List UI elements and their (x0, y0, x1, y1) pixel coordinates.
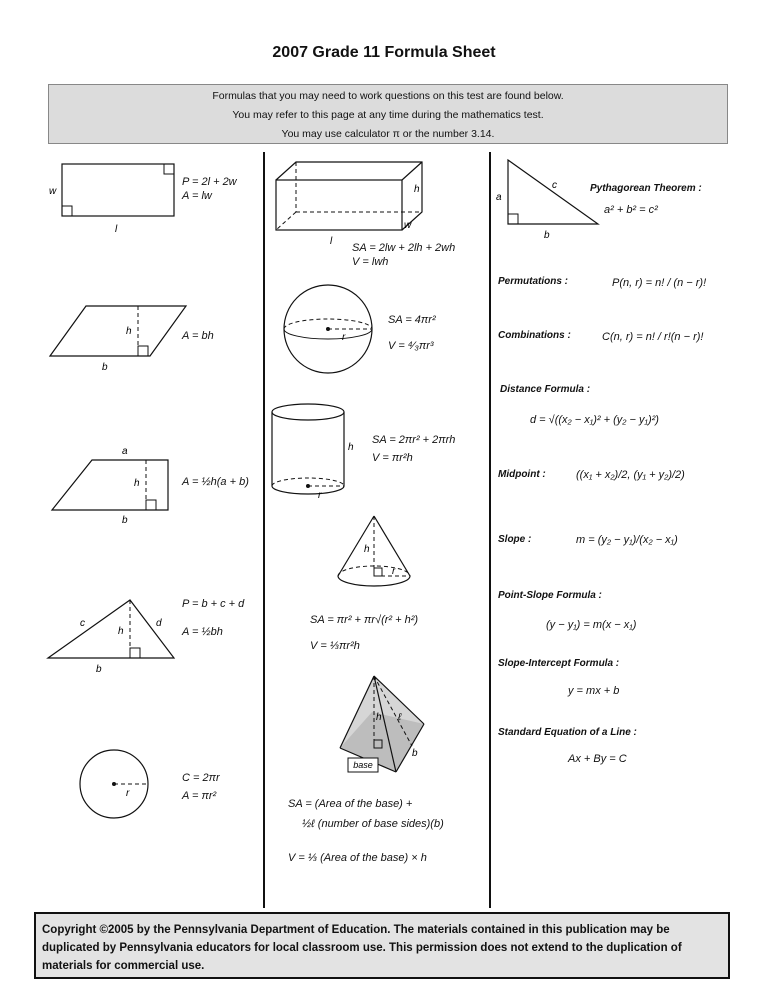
circle-circumference: C = 2πr (182, 772, 220, 784)
svg-text:h: h (126, 326, 132, 337)
svg-text:b: b (412, 748, 418, 759)
rectangle-area: A = lw (182, 190, 212, 202)
svg-text:h: h (414, 184, 420, 195)
svg-text:h: h (376, 712, 382, 723)
prism-figure (270, 158, 430, 246)
info-line-1: Formulas that you may need to work questions on this test are found below. (212, 90, 564, 102)
svg-text:b: b (96, 664, 102, 675)
distance-label: Distance Formula : (500, 384, 591, 395)
rectangle-figure (46, 160, 186, 240)
cylinder-volume: V = πr²h (372, 452, 413, 464)
info-line-2: You may refer to this page at any time during the mathematics test. (232, 109, 544, 121)
point-slope-formula: (y − y₁) = m(x − x₁) (546, 619, 637, 631)
slope-intercept-formula: y = mx + b (568, 685, 620, 697)
right-triangle-figure (494, 156, 604, 242)
page-title: 2007 Grade 11 Formula Sheet (272, 44, 496, 61)
parallelogram-figure (48, 300, 193, 375)
column-divider-left (263, 152, 265, 908)
svg-text:ℓ: ℓ (398, 712, 402, 723)
standard-equation-label: Standard Equation of a Line : (498, 727, 637, 738)
svg-text:a: a (496, 192, 502, 203)
distance-formula: d = √((x₂ − x₁)² + (y₂ − y₁)²) (530, 414, 659, 426)
svg-text:b: b (122, 515, 128, 526)
sphere-surface-area: SA = 4πr² (388, 314, 436, 326)
pythagorean-formula: a² + b² = c² (604, 204, 658, 216)
parallelogram-area: A = bh (182, 330, 214, 342)
midpoint-formula: ((x₁ + x₂)/2, (y₁ + y₂)/2) (576, 469, 685, 481)
triangle-area: A = ½bh (182, 626, 223, 638)
triangle-perimeter: P = b + c + d (182, 598, 245, 610)
cylinder-surface-area: SA = 2πr² + 2πrh (372, 434, 456, 446)
cone-figure (332, 512, 424, 592)
info-box (48, 84, 728, 144)
slope-label: Slope : (498, 534, 532, 545)
svg-text:b: b (544, 230, 550, 241)
triangle-figure (46, 594, 196, 676)
svg-text:r: r (126, 788, 130, 799)
svg-text:base: base (353, 760, 373, 770)
trapezoid-area: A = ½h(a + b) (182, 476, 249, 488)
prism-surface-area: SA = 2lw + 2lh + 2wh (352, 242, 456, 254)
copyright-notice: Copyright ©2005 by the Pennsylvania Department of Education. The materials contained in this publication may be duplicated by Pennsylvania educators for local classroom use. This permission does not extend to the duplication of materials for commercial use. (34, 912, 730, 979)
svg-text:d: d (156, 618, 162, 629)
standard-equation-formula: Ax + By = C (568, 753, 627, 765)
pythagorean-label: Pythagorean Theorem : (590, 183, 702, 194)
permutations-formula: P(n, r) = n! / (n − r)! (612, 277, 707, 289)
pyramid-volume: V = ⅓ (Area of the base) × h (288, 852, 427, 864)
midpoint-label: Midpoint : (498, 469, 546, 480)
svg-text:r: r (318, 490, 322, 501)
svg-text:l: l (330, 236, 333, 247)
cylinder-figure (268, 402, 368, 502)
prism-volume: V = lwh (352, 256, 389, 268)
pyramid-surface-area-cont: ½ℓ (number of base sides)(b) (302, 818, 444, 830)
point-slope-label: Point-Slope Formula : (498, 590, 602, 601)
svg-text:h: h (118, 626, 124, 637)
svg-text:c: c (552, 180, 557, 191)
svg-text:a: a (122, 446, 128, 457)
slope-formula: m = (y₂ − y₁)/(x₂ − x₁) (576, 534, 678, 546)
pyramid-figure (326, 672, 436, 782)
svg-text:l: l (115, 224, 118, 235)
combinations-label: Combinations : (498, 330, 571, 341)
sphere-volume: V = ⁴⁄₃πr³ (388, 340, 434, 352)
svg-text:w: w (404, 220, 412, 231)
slope-intercept-label: Slope-Intercept Formula : (498, 658, 620, 669)
sphere-figure (278, 284, 378, 376)
svg-text:b: b (102, 362, 108, 373)
combinations-formula: C(n, r) = n! / r!(n − r)! (602, 331, 704, 343)
svg-text:r: r (392, 566, 396, 577)
cone-volume: V = ⅓πr²h (310, 640, 360, 652)
svg-text:h: h (134, 478, 140, 489)
pyramid-surface-area: SA = (Area of the base) + (288, 798, 413, 810)
circle-area: A = πr² (182, 790, 217, 802)
permutations-label: Permutations : (498, 276, 569, 287)
trapezoid-figure (48, 444, 188, 526)
svg-text:w: w (49, 186, 57, 197)
svg-text:h: h (348, 442, 354, 453)
rectangle-perimeter: P = 2l + 2w (182, 176, 237, 188)
column-divider-right (489, 152, 491, 908)
svg-text:h: h (364, 544, 370, 555)
svg-text:r: r (342, 332, 346, 343)
info-line-3: You may use calculator π or the number 3.14. (281, 128, 495, 140)
cone-surface-area: SA = πr² + πr√(r² + h²) (310, 614, 419, 626)
svg-text:c: c (80, 618, 85, 629)
circle-figure (74, 748, 164, 822)
